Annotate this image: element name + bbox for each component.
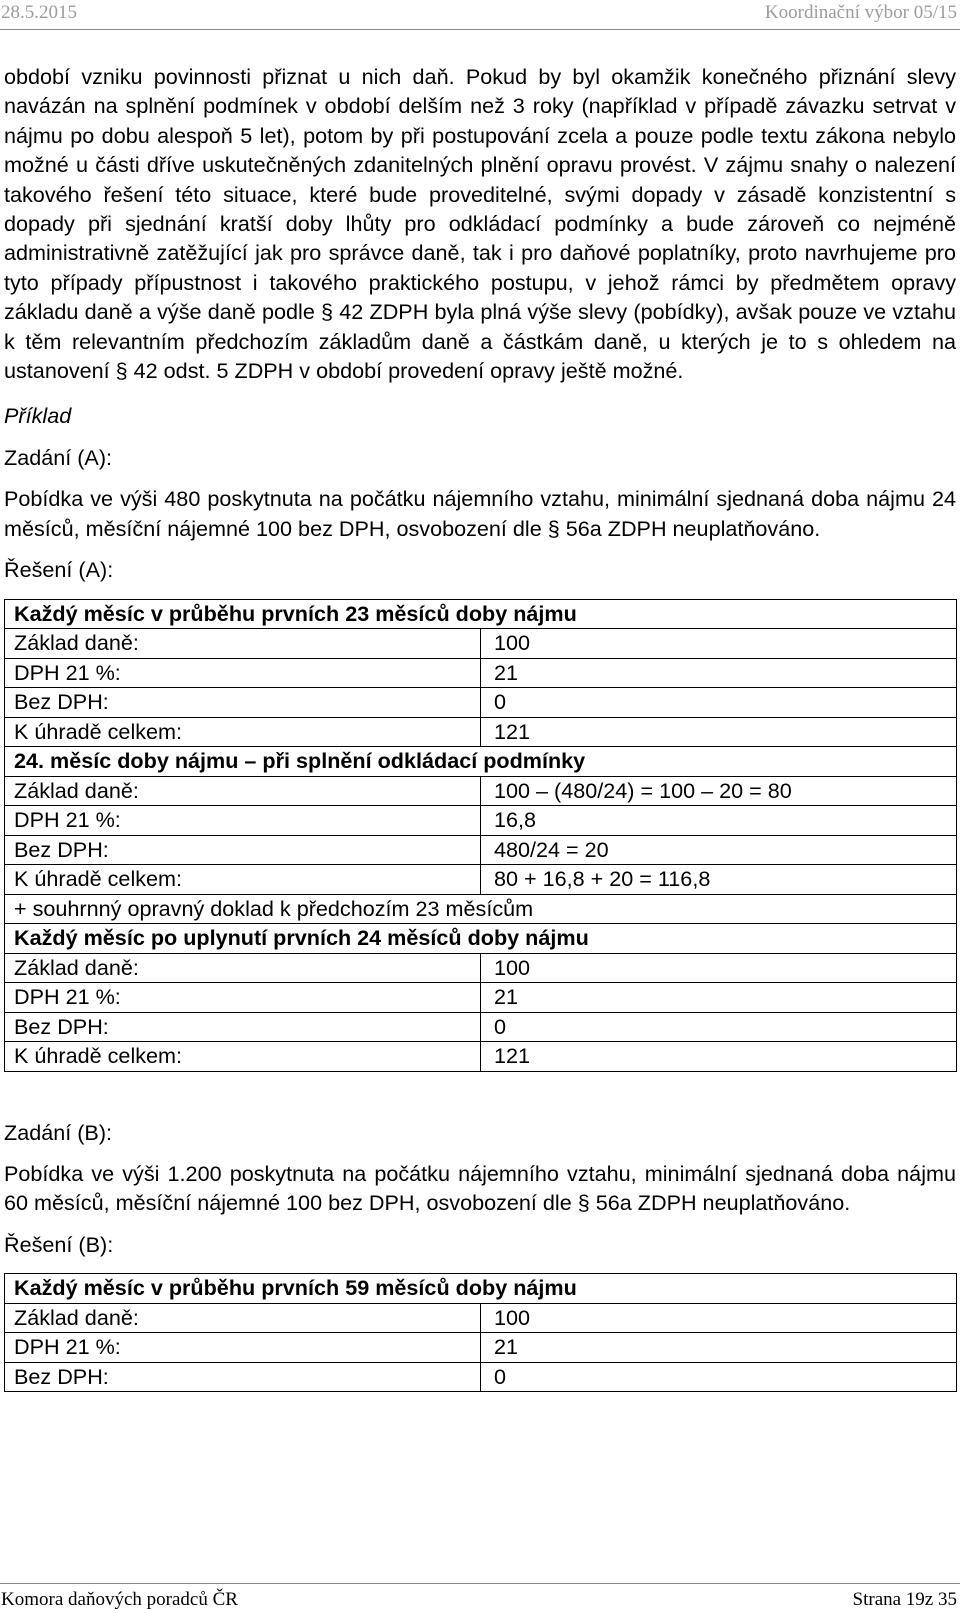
footer-org: Komora daňových poradců ČR [1, 1589, 238, 1610]
zadani-a-label: Zadání (A): [4, 444, 113, 470]
example-heading: Příklad [4, 403, 72, 429]
header-meeting: Koordinační výbor 05/15 [764, 2, 957, 23]
table-section-heading: 24. měsíc doby nájmu – při splnění odkládací podmínky [5, 747, 957, 777]
table-cell-label: K úhradě celkem: [5, 865, 481, 895]
table-cell-value: 21 [481, 983, 957, 1013]
reseni-b-label: Řešení (B): [4, 1231, 114, 1257]
table-row [5, 747, 957, 777]
table-row [5, 806, 957, 836]
table-cell-value: 21 [481, 1333, 957, 1363]
table-cell-label: DPH 21 %: [5, 806, 481, 836]
table-section-heading: Každý měsíc po uplynutí prvních 24 měsíců doby nájmu [5, 924, 957, 954]
table-section-heading: Každý měsíc v průběhu prvních 23 měsíců doby nájmu [5, 599, 957, 629]
table-cell-label: Základ daně: [5, 629, 481, 659]
footer-divider [0, 1583, 960, 1584]
table-row [5, 865, 957, 895]
table-cell-value: 121 [481, 717, 957, 747]
table-cell-label: DPH 21 %: [5, 658, 481, 688]
table-cell-label: Bez DPH: [5, 1012, 481, 1042]
table-row [5, 658, 957, 688]
table-cell-value: 100 – (480/24) = 100 – 20 = 80 [481, 776, 957, 806]
reseni-b-table [4, 1273, 957, 1392]
table-row [5, 1274, 957, 1304]
table-row [5, 776, 957, 806]
table-cell-value: 100 [481, 1303, 957, 1333]
table-cell-value: 0 [481, 1012, 957, 1042]
table-row [5, 688, 957, 718]
reseni-a-label: Řešení (A): [4, 557, 114, 583]
table-row [5, 1042, 957, 1072]
header-date: 28.5.2015 [1, 2, 77, 23]
intro-paragraph: období vzniku povinnosti přiznat u nich daň. Pokud by byl okamžik konečného přiznání slevy navázán na splnění podmínek v období delším než 3 roky (například v případě závazku setrvat v nájmu po dobu alespoň 5 let), potom by při postupování zcela a pouze podle textu zákona nebylo možné u části dříve uskutečněných zdanitelných plnění opravu provést. V zájmu snahy o nalezení takového řešení této situace, které bude proveditelné, svými dopady v zásadě konzistentní s dopady při sjednání kratší doby lhůty pro odkládací podmínky a bude zároveň co nejméně administrativně zatěžující jak pro správce daně, tak i pro daňové poplatníky, proto navrhujeme pro tyto případy přípustnost i takového praktického postupu, v jehož rámci by předmětem opravy základu daně a výše daně podle § 42 ZDPH byla plná výše slevy (pobídky), avšak pouze ve vztahu k těm relevantním předchozím základům daně a částkám daně, u kterých je to s ohledem na ustanovení § 42 odst. 5 ZDPH v období provedení opravy ještě možné. [4, 64, 956, 384]
table-row [5, 894, 957, 924]
header-divider [0, 29, 960, 30]
table-row [5, 953, 957, 983]
table-cell-value: 121 [481, 1042, 957, 1072]
table-cell-value: 80 + 16,8 + 20 = 116,8 [481, 865, 957, 895]
table-cell-value: 0 [481, 1362, 957, 1392]
table-row [5, 1333, 957, 1363]
table-cell-label: K úhradě celkem: [5, 1042, 481, 1072]
document-body [4, 62, 956, 1392]
zadani-b-text: Pobídka ve výši 1.200 poskytnuta na počátku nájemního vztahu, minimální sjednaná doba nájmu 60 měsíců, měsíční nájemné 100 bez DPH, osvobození dle § 56a ZDPH neuplatňováno. [4, 1160, 956, 1216]
table-cell-label: Základ daně: [5, 776, 481, 806]
table-cell-label: Bez DPH: [5, 688, 481, 718]
reseni-a-table [4, 599, 957, 1072]
table-row [5, 983, 957, 1013]
table-row [5, 924, 957, 954]
table-cell-value: 16,8 [481, 806, 957, 836]
table-cell-value: 100 [481, 953, 957, 983]
table-row [5, 1362, 957, 1392]
table-cell-value: 21 [481, 658, 957, 688]
table-cell-value: 100 [481, 629, 957, 659]
table-row [5, 599, 957, 629]
table-cell-label: Bez DPH: [5, 835, 481, 865]
table-cell-label: DPH 21 %: [5, 1333, 481, 1363]
table-note: + souhrnný opravný doklad k předchozím 23 měsícům [5, 894, 957, 924]
table-cell-label: DPH 21 %: [5, 983, 481, 1013]
table-row [5, 1303, 957, 1333]
table-row [5, 629, 957, 659]
table-row [5, 717, 957, 747]
table-cell-label: K úhradě celkem: [5, 717, 481, 747]
table-cell-value: 480/24 = 20 [481, 835, 957, 865]
footer-page-number: Strana 19z 35 [852, 1589, 957, 1610]
zadani-b-label: Zadání (B): [4, 1119, 113, 1145]
table-cell-value: 0 [481, 688, 957, 718]
zadani-a-text: Pobídka ve výši 480 poskytnuta na počátku nájemního vztahu, minimální sjednaná doba nájmu 24 měsíců, měsíční nájemné 100 bez DPH, osvobození dle § 56a ZDPH neuplatňováno. [4, 486, 956, 541]
table-cell-label: Bez DPH: [5, 1362, 481, 1392]
table-row [5, 835, 957, 865]
page-header [0, 2, 960, 28]
table-section-heading: Každý měsíc v průběhu prvních 59 měsíců doby nájmu [5, 1274, 957, 1304]
table-cell-label: Základ daně: [5, 953, 481, 983]
table-row [5, 1012, 957, 1042]
table-cell-label: Základ daně: [5, 1303, 481, 1333]
